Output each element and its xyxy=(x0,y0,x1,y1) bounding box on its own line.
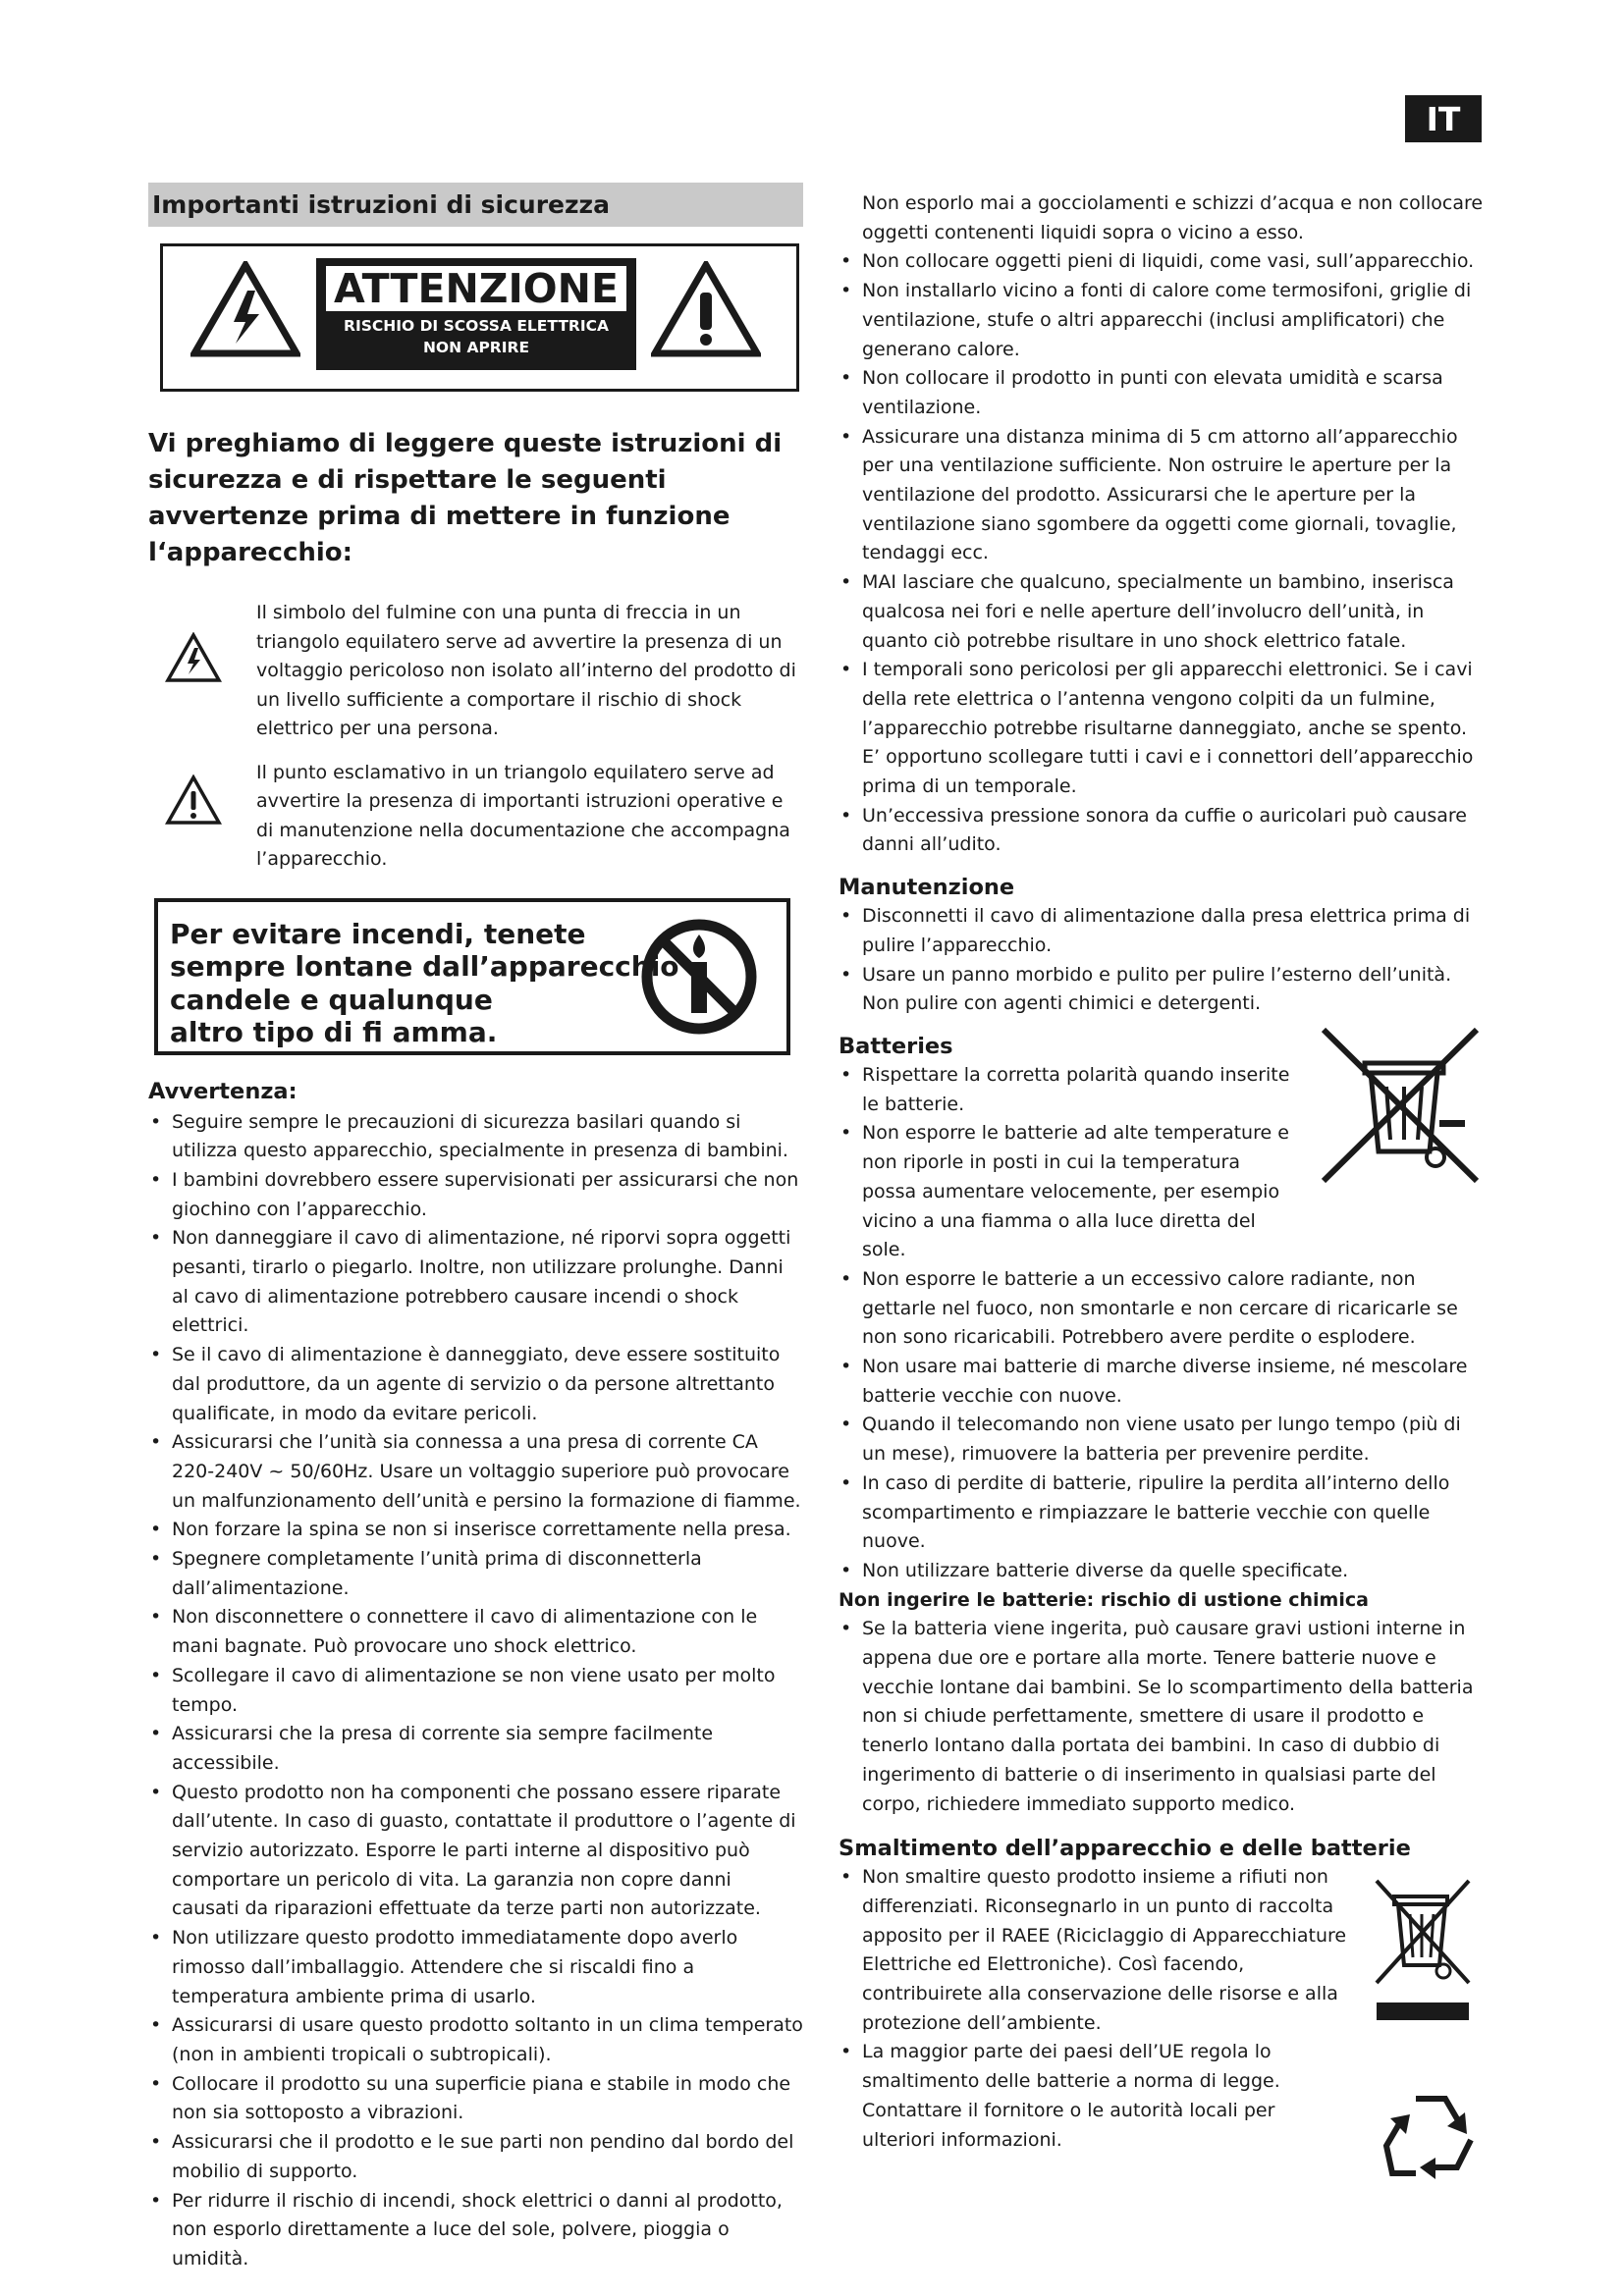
lightning-description: Il simbolo del fulmine con una punta di freccia in un triangolo equilatero serve ad avvertire la presenza di un voltaggio pericoloso non isolato all’interno del prodotto di un livello sufficiente a comportare il rischio di shock elettrico per una persona. xyxy=(256,602,796,739)
list-item: • Questo prodotto non ha componenti che possano essere riparate dall’utente. In caso di guasto, contattate il produttore o l’agente di servizio autorizzato. Esporre le parti interne al dispositivo può comportare un pericolo di vita. La garanzia non copre danni causati da riparazioni effettuate da terze parti non autorizzate. xyxy=(148,1779,803,1925)
batteries-heading: Batteries xyxy=(839,1033,953,1059)
caution-title: ATTENZIONE xyxy=(326,266,626,311)
warning-heading: Avvertenza: xyxy=(148,1078,298,1104)
list-item: • Scollegare il cavo di alimentazione se non viene usato per molto tempo. xyxy=(148,1662,803,1720)
lightning-triangle-icon xyxy=(190,261,300,357)
list-item: • Non esporre le batterie ad alte temperature e non riporle in posti in cui la temperatura possa aumentare velocemente, per esempio vicino a una fiamma o alla luce diretta del sole. xyxy=(839,1119,1290,1265)
list-item: • Assicurarsi di usare questo prodotto soltanto in un clima temperato (non in ambienti tropicali o subtropicali). xyxy=(148,2011,803,2069)
list-item: • Assicurarsi che l’unità sia connessa a una presa di corrente CA 220-240V ~ 50/60Hz. Usare un voltaggio superiore può provocare un malfunzionamento dell’unità e persino la formazione di fiamme. xyxy=(148,1428,803,1516)
maintenance-heading: Manutenzione xyxy=(839,875,1015,901)
list-item: • Assicurarsi che la presa di corrente sia sempre facilmente accessibile. xyxy=(148,1720,803,1778)
list-item: • I temporali sono pericolosi per gli apparecchi elettronici. Se i cavi della rete elettrica o l’antenna vengono colpiti da un fulmine, l’apparecchio potrebbe risultarne danneggiato, anche se spento. E’ opportuno scollegare tutti i cavi e i connettori dell’apparecchio prima di un temporale. xyxy=(839,656,1487,802)
list-item: • Rispettare la corretta polarità quando inserite le batterie. xyxy=(839,1061,1290,1119)
no-candle-icon xyxy=(639,917,759,1037)
right-column xyxy=(839,189,1487,2155)
exclamation-triangle-icon xyxy=(165,774,222,826)
section-title: Importanti istruzioni di sicurezza xyxy=(148,183,803,227)
list-item: • Non forzare la spina se non si inserisce correttamente nella presa. xyxy=(148,1516,803,1545)
caution-label xyxy=(316,258,636,370)
list-item: • Spegnere completamente l’unità prima di disconnetterla dall’alimentazione. xyxy=(148,1545,803,1603)
fire-warning-line: candele e qualunque xyxy=(170,983,493,1016)
disposal-heading: Smaltimento dell’apparecchio e delle batterie xyxy=(839,1836,1411,1862)
list-item: • Non collocare oggetti pieni di liquidi, come vasi, sull’apparecchio. xyxy=(839,247,1487,277)
lightning-symbol-explanation xyxy=(148,599,803,744)
batteries-section xyxy=(839,1032,1487,1586)
list-item: • Non smaltire questo prodotto insieme a rifiuti non differenziati. Riconsegnarlo in un punto di raccolta apposito per il RAEE (Riciclaggio di Apparecchiature Elettriche ed Elettroniche). Così facendo, contribuirete alla conservazione delle risorse e alla protezione dell’ambiente. xyxy=(839,1863,1349,2038)
list-item: • Seguire sempre le precauzioni di sicurezza basilari quando si utilizza questo apparecchio, specialmente in presenza di bambini. xyxy=(148,1108,803,1166)
language-tag: IT xyxy=(1405,95,1482,142)
list-item: • Se il cavo di alimentazione è danneggiato, deve essere sostituito dal produttore, da un agente di servizio o da persone altrettanto qualificate, in modo da evitare pericoli. xyxy=(148,1341,803,1428)
lightning-triangle-icon xyxy=(165,632,222,683)
crossed-bin-icon xyxy=(1314,1024,1487,1187)
list-item: • Non danneggiare il cavo di alimentazione, né riporvi sopra oggetti pesanti, tirarlo o piegarlo. Inoltre, non utilizzare prolunghe. Danni al cavo di alimentazione potrebbero causare incendi o shock elettrici. xyxy=(148,1224,803,1341)
intro-heading: Vi preghiamo di leggere queste istruzioni di sicurezza e di rispettare le seguenti avvertenze prima di mettere in funzione l‘apparecchio: xyxy=(148,429,783,567)
list-item: • Assicurarsi che il prodotto e le sue parti non pendino dal bordo del mobilio di supporto. xyxy=(148,2128,803,2186)
recycle-icon xyxy=(1377,2085,1485,2193)
list-item: • Usare un panno morbido e pulito per pulire l’esterno dell’unità. Non pulire con agenti chimici e detergenti. xyxy=(839,961,1487,1019)
list-item: • Non utilizzare questo prodotto immediatamente dopo averlo rimosso dall’imballaggio. Attendere che si riscaldi fino a temperatura ambiente prima di usarlo. xyxy=(148,1924,803,2011)
left-column xyxy=(148,183,803,2274)
list-item: • Un’eccessiva pressione sonora da cuffie o auricolari può causare danni all’udito. xyxy=(839,802,1487,860)
fire-warning-line: Per evitare incendi, tenete xyxy=(170,917,586,950)
safety-list-continued xyxy=(839,247,1487,860)
caution-line-1: RISCHIO DI SCOSSA ELETTRICA xyxy=(344,317,609,335)
disposal-section xyxy=(839,1834,1487,2155)
exclamation-symbol-explanation xyxy=(148,759,803,875)
chemical-burn-warning: Non ingerire le batterie: rischio di ustione chimica xyxy=(839,1588,1369,1611)
caution-line-2: NON APRIRE xyxy=(422,339,530,356)
list-item: • Non utilizzare batterie diverse da quelle specificate. xyxy=(839,1557,1487,1586)
fire-warning-text xyxy=(170,918,679,1049)
maintenance-list xyxy=(839,902,1487,1019)
fire-warning-line: altro tipo di fi amma. xyxy=(170,1016,498,1048)
list-item: • Se la batteria viene ingerita, può causare gravi ustioni interne in appena due ore e portare alla morte. Tenere batterie nuove e vecchie lontane dai bambini. Se lo scompartimento della batteria non si chiude perfettamente, smettere di usare il prodotto e tenerlo lontano dalla portata dei bambini. In caso di dubbio di ingerimento di batterie o di inserimento in qualsiasi parte del corpo, richiedere immediato supporto medico. xyxy=(839,1615,1487,1819)
list-item: • Non esporre le batterie a un eccessivo calore radiante, non gettarle nel fuoco, non smontarle e non cercare di ricaricarle se non sono ricaricabili. Potrebbero avere perdite o esplodere. xyxy=(839,1265,1487,1353)
list-item: • In caso di perdite di batterie, ripulire la perdita all’interno dello scompartimento e rimpiazzare le batterie vecchie con quelle nuove. xyxy=(839,1469,1487,1557)
list-item: • Disconnetti il cavo di alimentazione dalla presa elettrica prima di pulire l’apparecchio. xyxy=(839,902,1487,960)
weee-bin-icon xyxy=(1369,1877,1477,2054)
continued-paragraph: Non esporlo mai a gocciolamenti e schizzi d’acqua e non collocare oggetti contenenti liquidi sopra o vicino a esso. xyxy=(862,192,1484,243)
fire-warning-box xyxy=(154,898,790,1055)
list-item: • Non installarlo vicino a fonti di calore come termosifoni, griglie di ventilazione, stufe o altri apparecchi (inclusi amplificatori) che generano calore. xyxy=(839,277,1487,364)
list-item: • Assicurare una distanza minima di 5 cm attorno all’apparecchio per una ventilazione sufficiente. Non ostruire le aperture per la ventilazione del prodotto. Assicurarsi che le aperture per la ventilazione siano sgombere da oggetti come giornali, tovaglie, tendaggi ecc. xyxy=(839,423,1487,569)
caution-banner xyxy=(160,243,799,392)
list-item: • Non usare mai batterie di marche diverse insieme, né mescolare batterie vecchie con nuove. xyxy=(839,1353,1487,1411)
list-item: • Per ridurre il rischio di incendi, shock elettrici o danni al prodotto, non esporlo direttamente a luce del sole, polvere, pioggia o umidità. xyxy=(148,2187,803,2274)
exclamation-triangle-icon xyxy=(651,261,761,357)
list-item: • Quando il telecomando non viene usato per lungo tempo (più di un mese), rimuovere la batteria per prevenire perdite. xyxy=(839,1411,1487,1468)
chemical-burn-list xyxy=(839,1615,1487,1819)
list-item: • I bambini dovrebbero essere supervisionati per assicurarsi che non giochino con l’apparecchio. xyxy=(148,1166,803,1224)
exclamation-description: Il punto esclamativo in un triangolo equilatero serve ad avvertire la presenza di importanti istruzioni operative e di manutenzione nella documentazione che accompagna l’apparecchio. xyxy=(256,761,790,870)
warning-list xyxy=(148,1108,803,2274)
fire-warning-line: sempre lontane dall’apparecchio xyxy=(170,950,679,983)
list-item: • MAI lasciare che qualcuno, specialmente un bambino, inserisca qualcosa nei fori e nelle aperture dell’involucro dell’unità, in quanto ciò potrebbe risultare in uno shock elettrico fatale. xyxy=(839,568,1487,656)
list-item: • Non collocare il prodotto in punti con elevata umidità e scarsa ventilazione. xyxy=(839,364,1487,422)
list-item: • Collocare il prodotto su una superficie piana e stabile in modo che non sia sottoposto a vibrazioni. xyxy=(148,2070,803,2128)
list-item: • Non disconnettere o connettere il cavo di alimentazione con le mani bagnate. Può provocare uno shock elettrico. xyxy=(148,1603,803,1661)
list-item: • La maggior parte dei paesi dell’UE regola lo smaltimento delle batterie a norma di legge. Contattare il fornitore o le autorità locali per ulteriori informazioni. xyxy=(839,2038,1349,2155)
